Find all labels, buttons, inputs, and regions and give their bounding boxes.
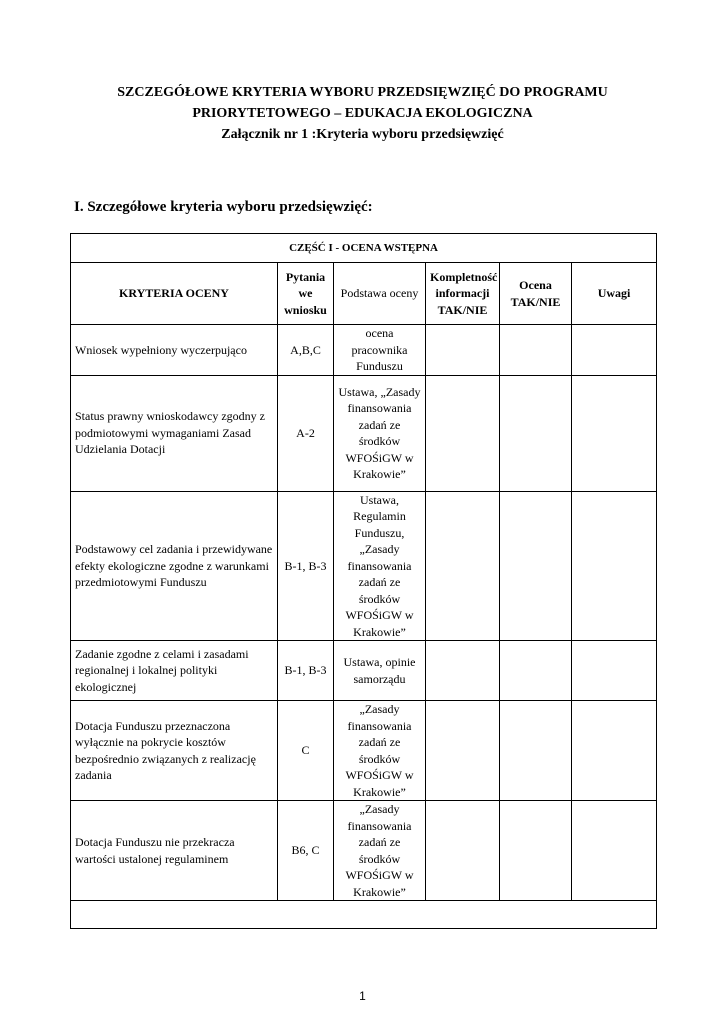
rating-cell bbox=[500, 801, 572, 901]
completeness-cell bbox=[426, 375, 500, 491]
criterion-cell: Status prawny wnioskodawcy zgodny z podmiotowymi wymaganiami Zasad Udzielania Dotacji bbox=[71, 375, 278, 491]
criteria-table bbox=[70, 233, 657, 929]
table-row bbox=[71, 701, 657, 801]
part-header-row bbox=[71, 234, 657, 263]
questions-cell: B-1, B-3 bbox=[278, 641, 334, 701]
empty-row bbox=[71, 901, 657, 929]
notes-cell bbox=[572, 325, 657, 376]
rating-cell bbox=[500, 641, 572, 701]
basis-cell: „Zasady finansowania zadań ze środków WFOŚiGW w Krakowie” bbox=[334, 701, 426, 801]
basis-cell: Ustawa, Regulamin Funduszu, „Zasady finansowania zadań ze środków WFOŚiGW w Krakowie” bbox=[334, 491, 426, 641]
questions-cell: A-2 bbox=[278, 375, 334, 491]
column-header: KRYTERIA OCENY bbox=[71, 263, 278, 325]
title-line-2: PRIORYTETOWEGO – EDUKACJA EKOLOGICZNA bbox=[192, 106, 533, 121]
column-header: Pytania we wniosku bbox=[278, 263, 334, 325]
table-row bbox=[71, 325, 657, 376]
column-header: Kompletność informacji TAK/NIE bbox=[426, 263, 500, 325]
completeness-cell bbox=[426, 325, 500, 376]
notes-cell bbox=[572, 491, 657, 641]
notes-cell bbox=[572, 375, 657, 491]
part-header: CZĘŚĆ I - OCENA WSTĘPNA bbox=[71, 234, 657, 263]
rating-cell bbox=[500, 375, 572, 491]
column-header: Uwagi bbox=[572, 263, 657, 325]
table-row bbox=[71, 801, 657, 901]
questions-cell: B-1, B-3 bbox=[278, 491, 334, 641]
basis-cell: ocena pracownika Funduszu bbox=[334, 325, 426, 376]
questions-cell: B6, C bbox=[278, 801, 334, 901]
title-line-1: SZCZEGÓŁOWE KRYTERIA WYBORU PRZEDSIĘWZIĘĆ DO PROGRAMU bbox=[117, 85, 608, 100]
page-number: 1 bbox=[359, 989, 366, 1003]
basis-cell: „Zasady finansowania zadań ze środków WFOŚiGW w Krakowie” bbox=[334, 801, 426, 901]
criterion-cell: Dotacja Funduszu przeznaczona wyłącznie na pokrycie kosztów bezpośrednio związanych z realizację zadania bbox=[71, 701, 278, 801]
criterion-cell: Podstawowy cel zadania i przewidywane efekty ekologiczne zgodne z warunkami przedmiotowymi Funduszu bbox=[71, 491, 278, 641]
column-header: Podstawa oceny bbox=[334, 263, 426, 325]
notes-cell bbox=[572, 641, 657, 701]
questions-cell: A,B,C bbox=[278, 325, 334, 376]
notes-cell bbox=[572, 701, 657, 801]
completeness-cell bbox=[426, 641, 500, 701]
criterion-cell: Wniosek wypełniony wyczerpująco bbox=[71, 325, 278, 376]
title-line-3: Załącznik nr 1 :Kryteria wyboru przedsięwzięć bbox=[221, 127, 504, 142]
criterion-cell: Zadanie zgodne z celami i zasadami regionalnej i lokalnej polityki ekologicznej bbox=[71, 641, 278, 701]
completeness-cell bbox=[426, 491, 500, 641]
rating-cell bbox=[500, 491, 572, 641]
basis-cell: Ustawa, opinie samorządu bbox=[334, 641, 426, 701]
document-title bbox=[60, 82, 665, 145]
column-header-row bbox=[71, 263, 657, 325]
criterion-cell: Dotacja Funduszu nie przekracza wartości ustalonej regulaminem bbox=[71, 801, 278, 901]
basis-cell: Ustawa, „Zasady finansowania zadań ze środków WFOŚiGW w Krakowie” bbox=[334, 375, 426, 491]
table-row bbox=[71, 641, 657, 701]
table-row bbox=[71, 375, 657, 491]
questions-cell: C bbox=[278, 701, 334, 801]
completeness-cell bbox=[426, 801, 500, 901]
column-header: Ocena TAK/NIE bbox=[500, 263, 572, 325]
table-row bbox=[71, 491, 657, 641]
rating-cell bbox=[500, 325, 572, 376]
notes-cell bbox=[572, 801, 657, 901]
completeness-cell bbox=[426, 701, 500, 801]
rating-cell bbox=[500, 701, 572, 801]
section-heading: I. Szczegółowe kryteria wyboru przedsięwzięć: bbox=[74, 199, 373, 215]
empty-cell bbox=[71, 901, 657, 929]
